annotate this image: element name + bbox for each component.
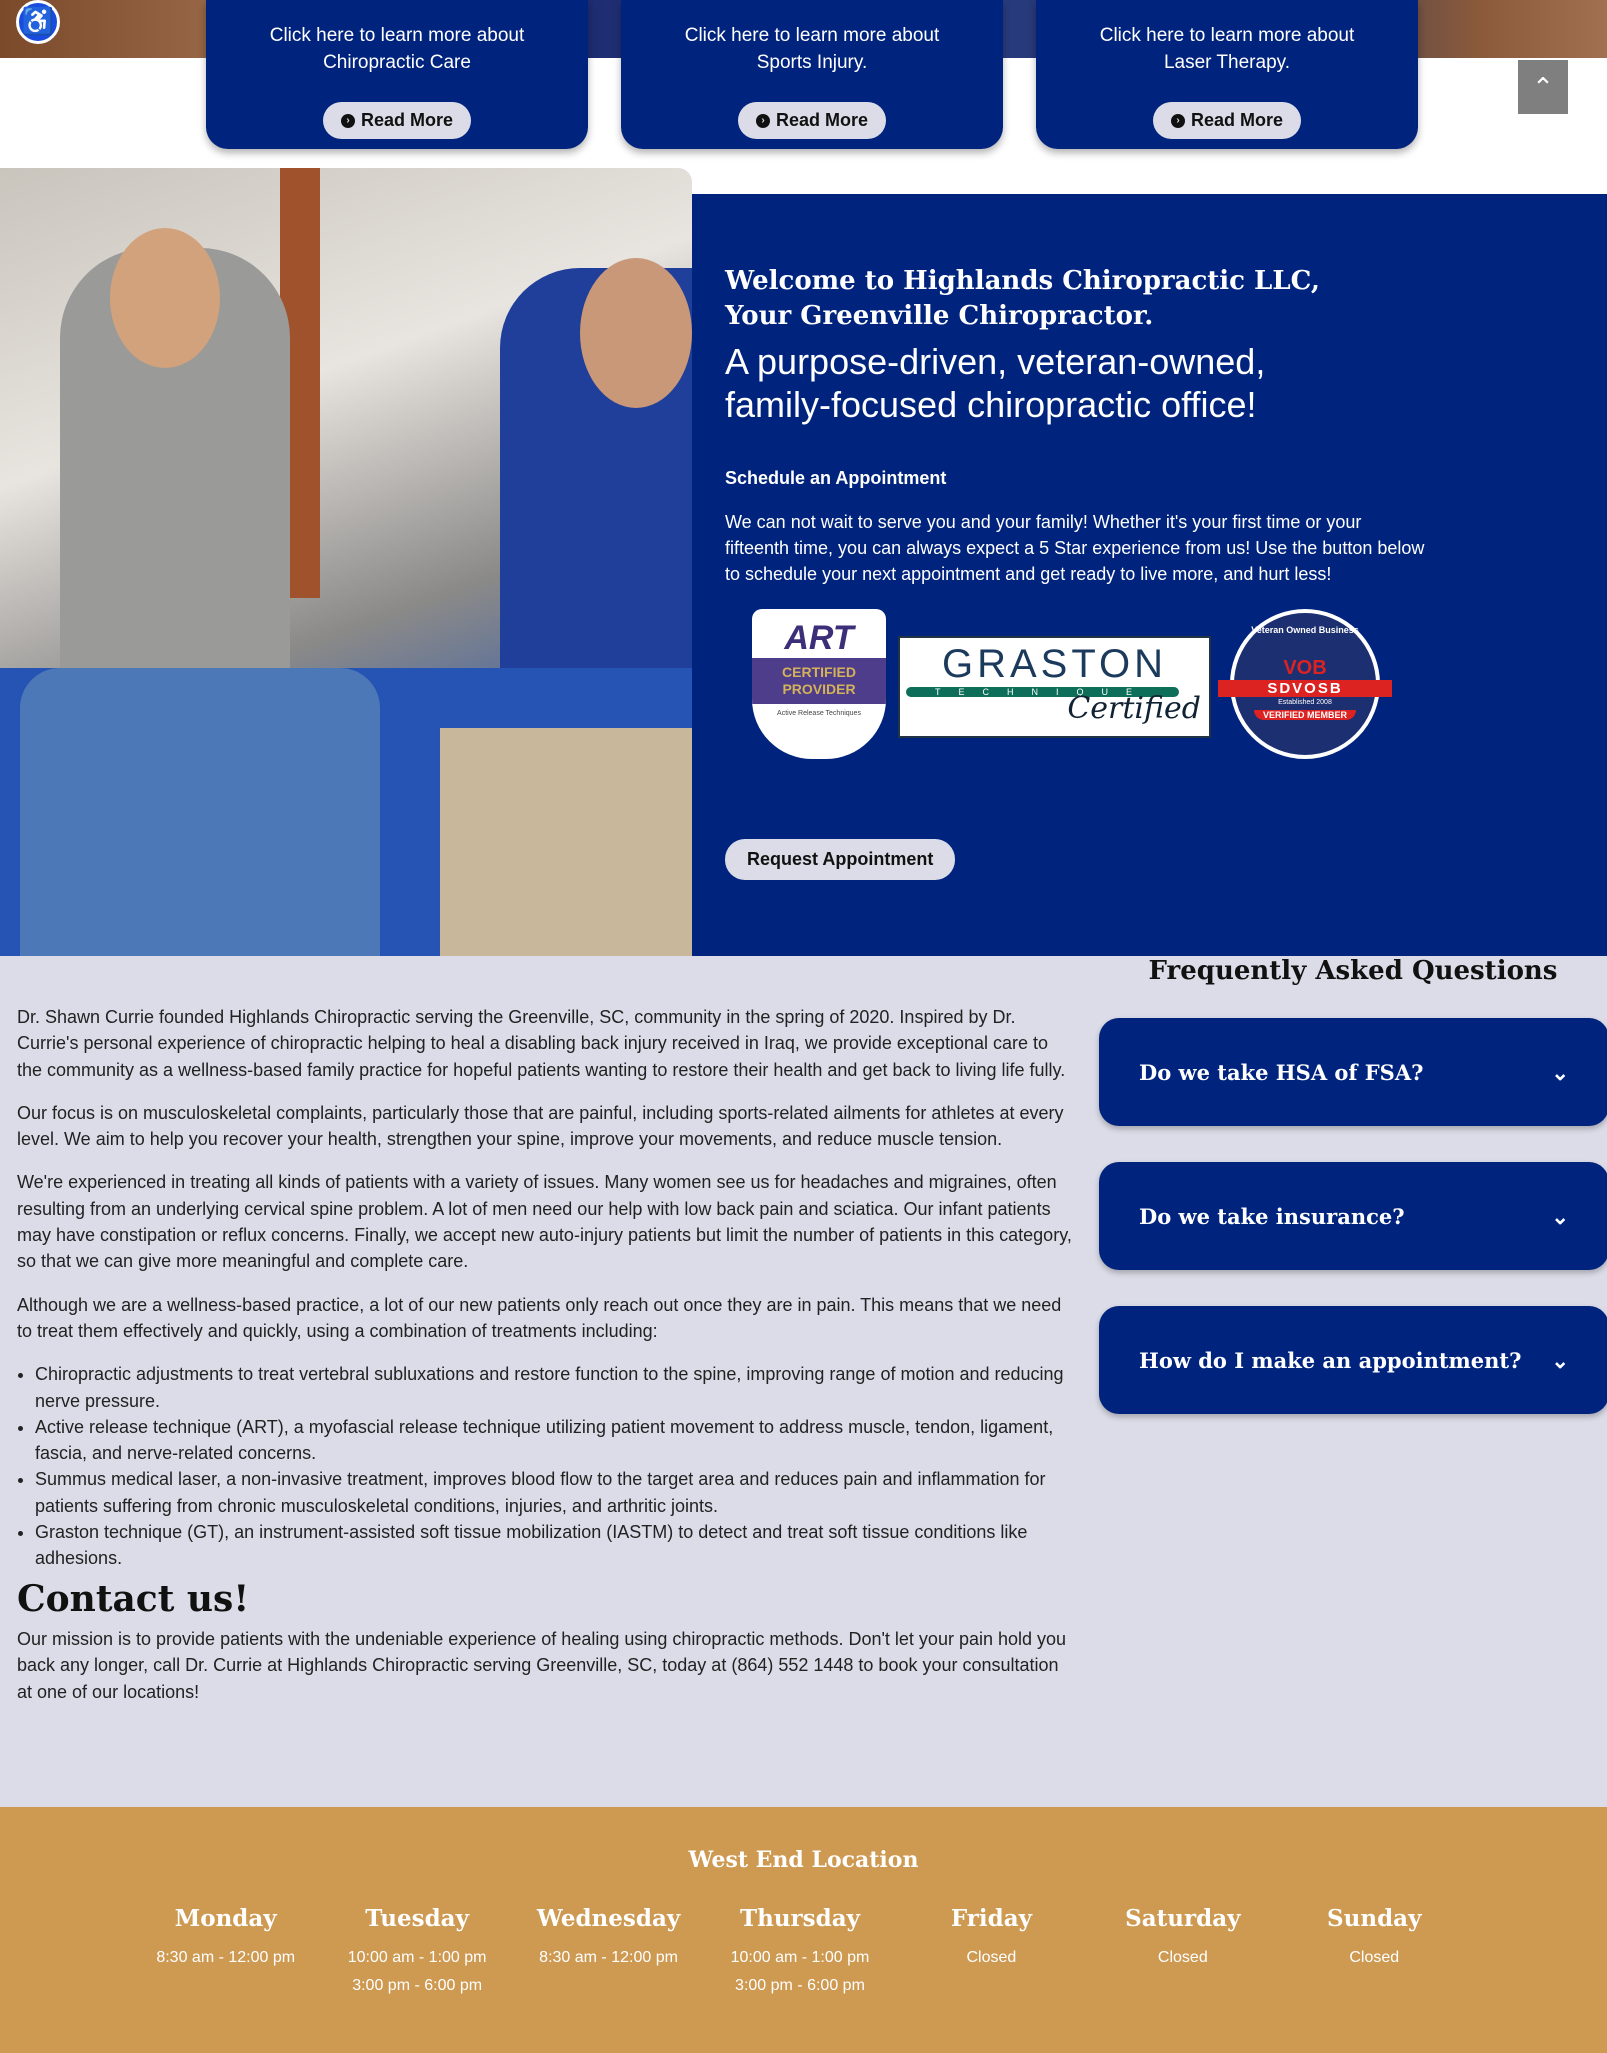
day-name: Monday (174, 1905, 277, 1932)
button-label: Read More (1190, 110, 1284, 130)
day-hours (130, 1944, 321, 1972)
day-thursday (704, 1905, 895, 2000)
tagline: A purpose-driven, veteran-owned, family-focused chiropractic office! (725, 341, 1266, 425)
chevron-down-icon: ⌄ (1551, 1347, 1569, 1373)
request-appointment-button[interactable]: Request Appointment (725, 839, 955, 880)
faq-question: How do I make an appointment? (1139, 1347, 1522, 1373)
read-more-button[interactable] (323, 102, 471, 139)
button-label: Read More (775, 110, 869, 130)
list-item: • Graston technique (GT), an instrument-assisted soft tissue mobilization (IASTM) to detect and treat soft tissue conditions like adhesions. (35, 1519, 1072, 1572)
day-monday (130, 1905, 321, 2000)
time-range: 10:00 am - 1:00 pm (730, 1949, 870, 1966)
accessibility-icon[interactable]: ♿ (16, 0, 60, 44)
chiropractor-photo (0, 168, 692, 982)
card-text: Click here to learn more about Sports Injury. (684, 25, 940, 73)
card-text: Click here to learn more about Chiropractic Care (269, 25, 525, 73)
day-friday (896, 1905, 1087, 2000)
schedule-description: We can not wait to serve you and your family! Whether it's your first time or your fifteenth time, you can always expect a 5 Star experience from us! Use the button below to schedule your next appointment and get ready to live more, and hurt less! (725, 512, 1425, 584)
time-range: 3:00 pm - 6:00 pm (735, 1977, 865, 1994)
contact-heading: Contact us! (17, 1577, 250, 1620)
faq-question: Do we take insurance? (1139, 1203, 1405, 1229)
day-hours (513, 1944, 704, 1972)
read-more-button[interactable] (738, 102, 886, 139)
faq-item[interactable] (1099, 1162, 1607, 1270)
faq-question: Do we take HSA of FSA? (1139, 1059, 1424, 1085)
art-certified-badge: ART CERTIFIED PROVIDER Active Release Techniques (752, 609, 886, 759)
about-content (17, 1004, 1072, 1722)
day-wednesday (513, 1905, 704, 2000)
list-item: • Summus medical laser, a non-invasive treatment, improves blood flow to the target area and reduces pain and inflammation for patients suffering from chronic musculoskeletal conditions, injuries, and arthritic joints. (35, 1466, 1072, 1519)
day-hours (896, 1944, 1087, 1972)
scroll-to-top-button[interactable]: ⌃ (1518, 60, 1568, 114)
day-name: Tuesday (365, 1905, 469, 1932)
treatments-list (35, 1361, 1072, 1571)
service-card-sports-injury (621, 0, 1003, 149)
list-item: • Chiropractic adjustments to treat vertebral subluxations and restore function to the spine, improving range of motion and reducing nerve pressure. (35, 1361, 1072, 1414)
about-paragraph: Our focus is on musculoskeletal complaints, particularly those that are painful, including sports-related ailments for athletes at every level. We aim to help you recover your health, strengthen your spine, improve your movements, and reduce muscle tension. (17, 1102, 1064, 1150)
chevron-down-icon: ⌄ (1551, 1059, 1569, 1085)
time-range: 10:00 am - 1:00 pm (347, 1949, 487, 1966)
card-text: Click here to learn more about Laser Therapy. (1099, 25, 1355, 73)
location-title: West End Location (688, 1847, 919, 1873)
day-tuesday (321, 1905, 512, 2000)
day-name: Thursday (739, 1905, 860, 1932)
about-paragraph: Although we are a wellness-based practice, a lot of our new patients only reach out once they are in pain. This means that we need to treat them effectively and quickly, using a combination of treatments including: (17, 1294, 1062, 1341)
day-name: Friday (950, 1905, 1032, 1932)
chevron-down-icon: ⌄ (1551, 1203, 1569, 1229)
office-hours-section (0, 1807, 1607, 2053)
graston-certified-badge: GRASTON TECHNIQUE Certified (898, 636, 1211, 738)
time-range: 3:00 pm - 6:00 pm (352, 1977, 483, 1994)
service-card-chiropractic (206, 0, 588, 149)
faq-title: Frequently Asked Questions (1148, 956, 1558, 986)
about-paragraph: Dr. Shawn Currie founded Highlands Chiropractic serving the Greenville, SC, community in the spring of 2020. Inspired by Dr. Currie's personal experience of chiropractic helping to heal a disabling back injury received in Iraq, we provide exceptional care to the community as a wellness-based family practice for hopeful patients wanting to restore their health and get back to living life fully. (17, 1007, 1066, 1080)
day-hours (1279, 1944, 1470, 1972)
veteran-owned-business-badge: Veteran Owned Business VOB SDVOSB Established 2008 VERIFIED MEMBER (1230, 609, 1380, 759)
day-hours (1087, 1944, 1278, 1972)
day-hours (321, 1944, 512, 2000)
day-saturday (1087, 1905, 1278, 2000)
chevron-right-icon: › (341, 114, 355, 128)
day-name: Sunday (1327, 1905, 1422, 1932)
hours-table (130, 1905, 1470, 2000)
about-paragraph: We're experienced in treating all kinds of patients with a variety of issues. Many women see us for headaches and migraines, often resulting from an underlying cervical spine problem. A lot of men need our help with low back pain and sciatica. Our infant patients may have constipation or reflux concerns. Finally, we accept new auto-injury patients but limit the number of patients in this category, so that we can give more meaningful and complete care. (17, 1172, 1072, 1272)
certification-badges (725, 609, 1607, 789)
faq-item[interactable] (1099, 1018, 1607, 1126)
contact-text: Our mission is to provide patients with the undeniable experience of healing using chiropractic methods. Don't let your pain hold you back any longer, call Dr. Currie at Highlands Chiropractic serving Greenville, SC, today at (864) 552 1448 to book your consultation at one of our locations! (17, 1628, 1067, 1702)
time-range: Closed (1157, 1949, 1208, 1966)
read-more-button[interactable] (1153, 102, 1301, 139)
schedule-heading: Schedule an Appointment (725, 468, 947, 488)
chevron-right-icon: › (1171, 114, 1185, 128)
welcome-panel (692, 194, 1607, 956)
day-hours (704, 1944, 895, 2000)
faq-item[interactable] (1099, 1306, 1607, 1414)
day-name: Wednesday (536, 1905, 681, 1932)
time-range: Closed (1349, 1949, 1400, 1966)
service-card-laser-therapy (1036, 0, 1418, 149)
chevron-right-icon: › (756, 114, 770, 128)
time-range: Closed (966, 1949, 1017, 1966)
list-item: • Active release technique (ART), a myofascial release technique utilizing patient movement to address muscle, tendon, ligament, fascia, and nerve-related concerns. (35, 1414, 1072, 1467)
button-label: Read More (360, 110, 454, 130)
time-range: 8:30 am - 12:00 pm (539, 1949, 678, 1966)
day-name: Saturday (1125, 1905, 1241, 1932)
time-range: 8:30 am - 12:00 pm (156, 1949, 296, 1966)
day-sunday (1279, 1905, 1470, 2000)
welcome-heading: Welcome to Highlands Chiropractic LLC, Your Greenville Chiropractor. (725, 266, 1320, 331)
